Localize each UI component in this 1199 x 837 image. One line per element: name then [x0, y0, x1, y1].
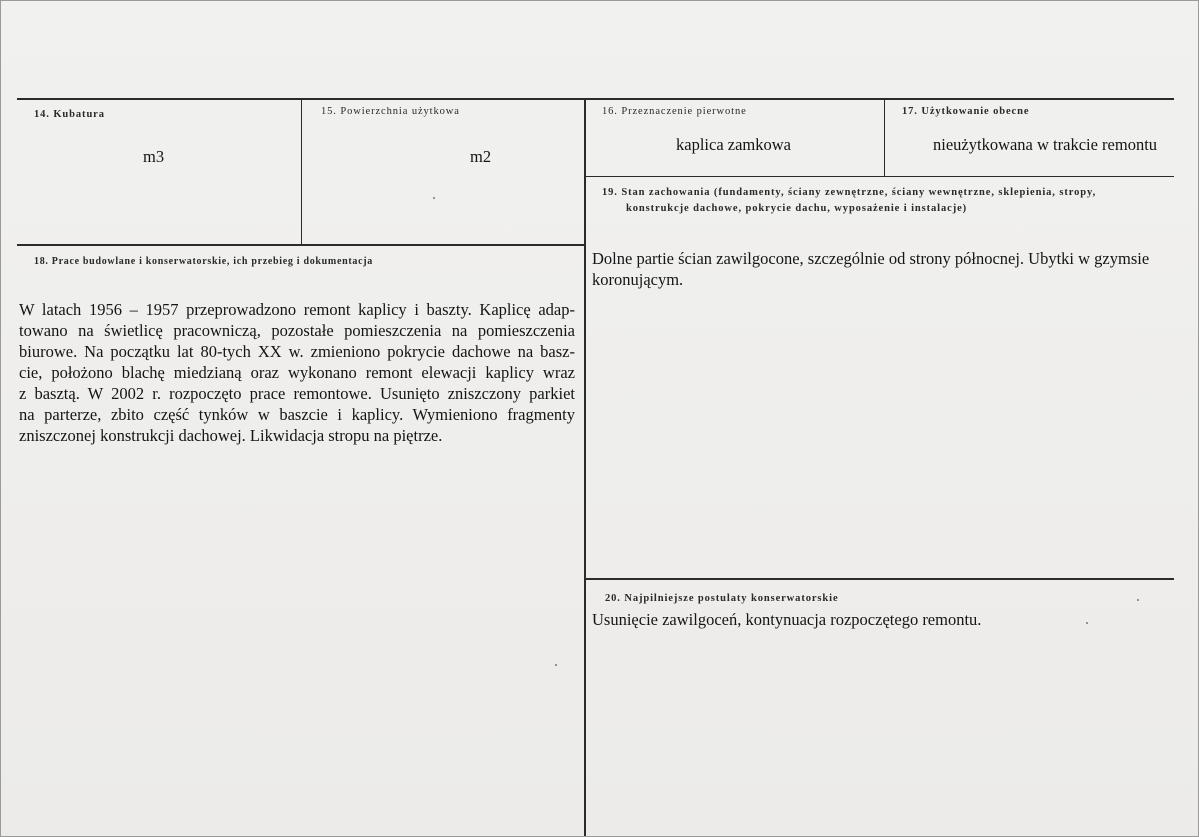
field-17-value: nieużytkowana w trakcie remontu [933, 135, 1158, 154]
field-18-line: biurowe. Na początku lat 80-tych XX w. zmieniono pokrycie dachowe na basz- [19, 342, 575, 361]
field-18-line: z basztą. W 2002 r. rozpoczęto prace remontowe. Usunięto zniszczony parkiet [19, 384, 575, 403]
field-18-line: zniszczonej konstrukcji dachowej. Likwidacja stropu na piętrze. [19, 426, 443, 445]
field-15-label: 15. Powierzchnia użytkowa [321, 106, 460, 117]
field-18-text [19, 299, 575, 446]
field-18-label: 18. Prace budowlane i konserwatorskie, ich przebieg i dokumentacja [34, 256, 373, 267]
field-19-label-line-2: konstrukcje dachowe, pokrycie dachu, wyposażenie i instalacje) [626, 203, 968, 214]
field-18-line: towano na świetlicę pracowniczą, pozostałe pomieszczenia na pomieszczenia [19, 321, 575, 340]
paper-speck [1086, 622, 1088, 624]
field-14-label: 14. Kubatura [34, 109, 105, 120]
field-18-line: na parterze, zbito część tynków w baszcie i kaplicy. Wymieniono fragmenty [19, 405, 575, 424]
field-14-value: m3 [143, 147, 165, 166]
field-15-value: m2 [470, 147, 492, 166]
field-18-line: W latach 1956 – 1957 przeprowadzono remont kaplicy i baszty. Kaplicę adap- [19, 300, 575, 319]
field-16-label: 16. Przeznaczenie pierwotne [602, 106, 747, 117]
field-19-line: Dolne partie ścian zawilgocone, szczególnie od strony północnej. Ubytki w gzymsie [592, 249, 1150, 268]
top-rule [17, 98, 1174, 100]
divider-16-17 [884, 99, 885, 177]
center-divider [584, 99, 586, 836]
field-20-label: 20. Najpilniejsze postulaty konserwatorskie [605, 593, 839, 604]
paper-speck [555, 664, 557, 666]
paper-speck [433, 197, 435, 199]
field-19-label-line-1: 19. Stan zachowania (fundamenty, ściany zewnętrzne, ściany wewnętrzne, sklepienia, stropy, [602, 187, 1097, 198]
field-19-label [602, 185, 1162, 217]
paper-speck [1137, 599, 1139, 601]
field-17-label: 17. Użytkowanie obecne [902, 106, 1030, 117]
rule-above-20 [585, 578, 1174, 580]
field-16-value: kaplica zamkowa [676, 135, 791, 154]
divider-14-15 [301, 99, 302, 245]
field-19-line: koronującym. [592, 270, 684, 289]
field-18-line: cie, położono blachę miedzianą oraz wykonano remont elewacji kaplicy wraz [19, 363, 575, 382]
rule-under-16-17 [585, 176, 1174, 177]
field-20-value: Usunięcie zawilgoceń, kontynuacja rozpoczętego remontu. [592, 610, 982, 629]
field-19-text [592, 248, 1175, 290]
